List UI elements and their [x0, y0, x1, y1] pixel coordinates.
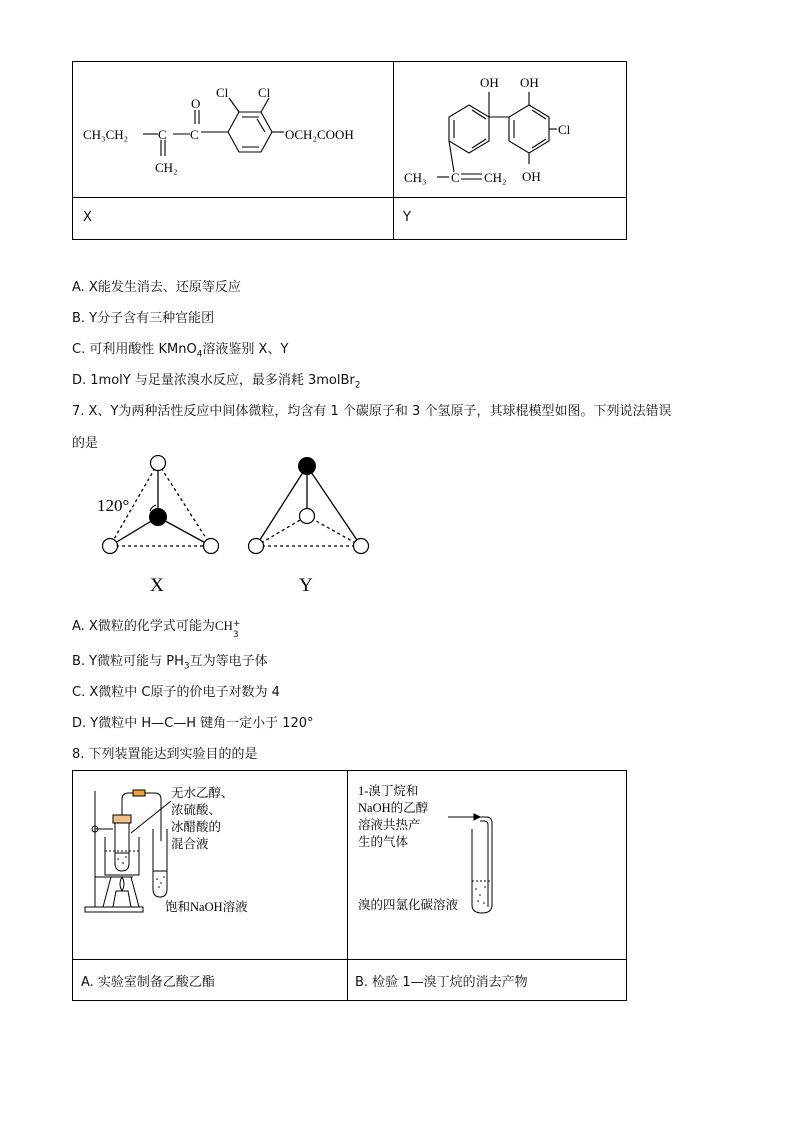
y-h-atom-left — [249, 539, 264, 554]
apparatus-b — [348, 771, 626, 957]
q6-option-d-pre: D. 1molY 与足量浓溴水反应，最多消耗 3molBr — [72, 373, 355, 388]
table-row-divider — [73, 197, 626, 198]
x-och2cooh-text: OCH₂COOH — [285, 127, 354, 142]
q7-stem-line-2: 的是 — [72, 436, 99, 451]
q6-option-c — [72, 341, 288, 364]
x-h-atom-right — [204, 539, 219, 554]
q7-option-d: D. Y微粒中 H—C—H 键角一定小于 120° — [72, 716, 314, 731]
q7-option-b-pre: B. Y微粒可能与 PH — [72, 654, 184, 669]
x-c-left-text: C — [158, 127, 167, 142]
b-tube-label: 溴的四氯化碳溶液 — [358, 898, 459, 912]
y-c-text: C — [451, 170, 460, 185]
y-h-atom-back — [300, 509, 315, 524]
x-o-top-text: O — [191, 96, 201, 111]
a-label-line-2: 浓硫酸、 — [171, 803, 222, 817]
x-cl-2-text: Cl — [258, 85, 271, 100]
y-cl-text: Cl — [558, 122, 571, 137]
y-oh-3-text: OH — [522, 169, 541, 184]
q7-option-a-formula: CH — [214, 618, 233, 633]
structure-y — [394, 62, 626, 196]
q7-option-b — [72, 653, 268, 676]
q6-option-a: A. X能发生消去、还原等反应 — [72, 280, 241, 295]
q6-option-d — [72, 372, 360, 395]
q6-option-c-pre: C. 可利用酸性 KMnO — [72, 342, 197, 357]
q6-option-d-sub: 2 — [354, 380, 361, 391]
q8-stem: 8. 下列装置能达到实验目的的是 — [72, 747, 258, 762]
q7-option-a-pre: A. X微粒的化学式可能为 — [72, 619, 215, 634]
y-c-atom — [298, 457, 316, 475]
q7-option-a-sub: 3 — [232, 629, 239, 640]
x-cell-label: X — [83, 210, 92, 225]
x-angle-label: 120° — [97, 496, 130, 515]
x-c-atom — [149, 508, 167, 526]
x-h-atom-top — [151, 456, 166, 471]
y-ch3-text: CH₃ — [404, 170, 427, 185]
q8-apparatus-table — [72, 770, 627, 1001]
q7-option-a — [72, 617, 241, 640]
x-c-carbonyl-text: C — [190, 127, 199, 142]
b-label-line-3: 溶液共热产 — [358, 818, 421, 832]
q7-ball-stick-models — [90, 455, 410, 595]
y-h-atom-right — [354, 539, 369, 554]
q7-option-c: C. X微粒中 C原子的价电子对数为 4 — [72, 685, 280, 700]
x-model-label: X — [150, 575, 164, 595]
q8-caption-a: B. 检验 1—溴丁烷的消去产物 — [355, 975, 528, 990]
b-label-line-1: 1-溴丁烷和 — [358, 784, 419, 798]
q7-stem-line-1: 7. X、Y为两种活性反应中间体微粒，均含有 1 个碳原子和 3 个氢原子，其球棍模型如图。下列说法错误 — [72, 404, 672, 419]
table-row-divider — [73, 959, 626, 960]
y-cell-label: Y — [403, 210, 411, 225]
x-h-atom-left — [103, 539, 118, 554]
q6-option-b: B. Y分子含有三种官能团 — [72, 311, 215, 326]
y-oh-2-text: OH — [520, 75, 539, 90]
apparatus-a — [73, 771, 345, 957]
structure-x — [73, 62, 391, 196]
y-oh-1-text: OH — [480, 75, 499, 90]
a-label-line-3: 冰醋酸的 — [171, 820, 222, 834]
a-label-line-4: 混合液 — [171, 837, 209, 851]
q6-option-c-post: 溶液鉴别 X、Y — [202, 342, 289, 357]
x-ch2-text: CH₂ — [155, 160, 178, 175]
x-cl-1-text: Cl — [216, 85, 229, 100]
y-ch2-text: CH₂ — [484, 170, 507, 185]
q7-option-b-sub: 3 — [183, 661, 190, 672]
a-tube-label: 饱和NaOH溶液 — [165, 900, 248, 914]
q7-option-a-sup: + — [232, 618, 241, 629]
q8-caption-a-left: A. 实验室制备乙酸乙酯 — [81, 975, 215, 990]
q6-structure-table — [72, 61, 627, 240]
q7-option-b-post: 互为等电子体 — [189, 654, 268, 669]
b-label-line-4: 生的气体 — [358, 835, 409, 849]
x-ch3ch2-text: CH₃CH₂ — [83, 127, 129, 142]
y-model-label: Y — [299, 575, 313, 595]
q6-option-c-sub: 4 — [196, 349, 203, 360]
b-label-line-2: NaOH的乙醇 — [358, 801, 429, 815]
a-label-line-1: 无水乙醇、 — [171, 786, 234, 800]
